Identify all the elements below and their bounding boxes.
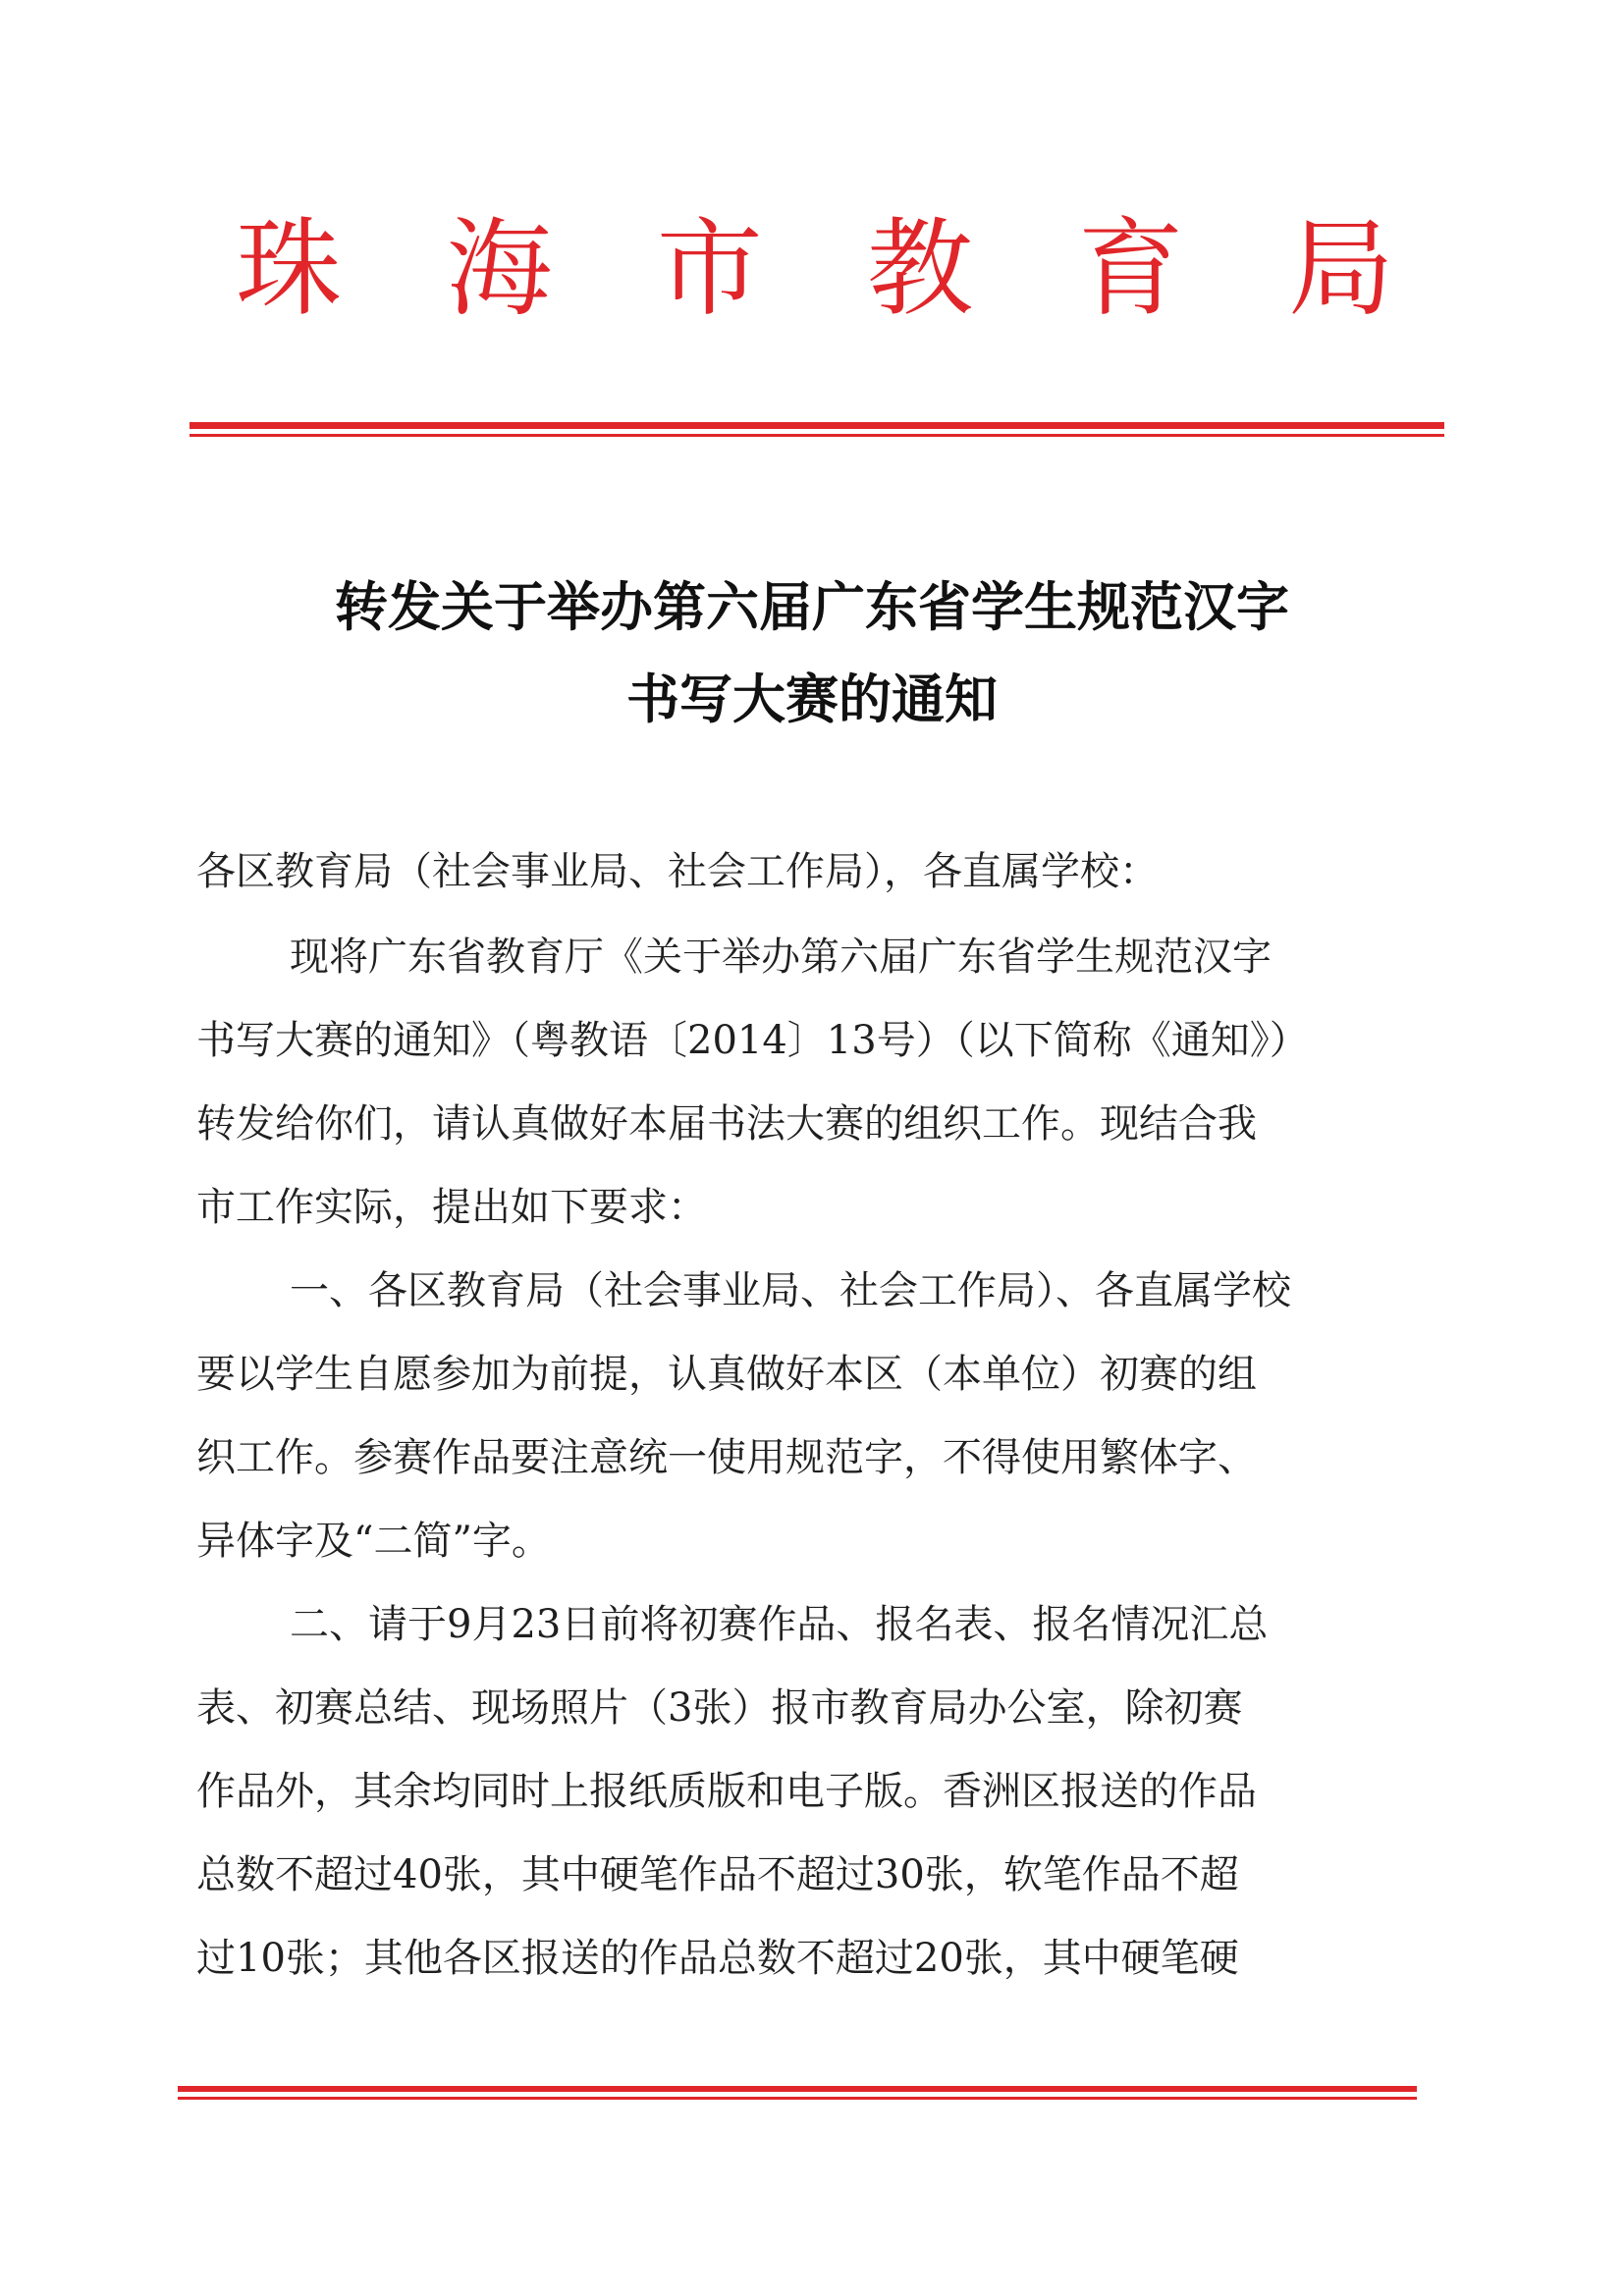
document-title-line-2: 书写大赛的通知	[626, 668, 998, 730]
body-line: 异体字及“二简”字。	[196, 1519, 551, 1564]
body-line: 作品外，其余均同时上报纸质版和电子版。香洲区报送的作品	[196, 1769, 1257, 1814]
agency-char: 海	[446, 208, 553, 331]
body-line: 现将广东省教育厅《关于举办第六届广东省学生规范汉字	[290, 934, 1272, 980]
agency-char: 局	[1287, 208, 1394, 331]
agency-char: 珠	[236, 208, 343, 331]
document-title-line-1: 转发关于举办第六届广东省学生规范汉字	[335, 576, 1289, 638]
body-line: 一、各区教育局（社会事业局、社会工作局）、各直属学校	[290, 1268, 1291, 1313]
body-line: 书写大赛的通知》（粤教语〔2014〕13号）（以下简称《通知》）	[196, 1018, 1309, 1063]
header-red-rule	[189, 422, 1444, 442]
agency-char: 教	[867, 208, 974, 331]
body-line: 二、请于9月23日前将初赛作品、报名表、报名情况汇总	[290, 1602, 1269, 1647]
rule-thick-line	[189, 422, 1444, 429]
agency-header	[236, 196, 1394, 344]
body-line: 总数不超过40张，其中硬笔作品不超过30张，软笔作品不超	[196, 1852, 1239, 1897]
body-line: 过10张；其他各区报送的作品总数不超过20张，其中硬笔硬	[196, 1936, 1239, 1981]
body-line: 表、初赛总结、现场照片（3张）报市教育局办公室，除初赛	[196, 1685, 1243, 1731]
body-line: 织工作。参赛作品要注意统一使用规范字，不得使用繁体字、	[196, 1435, 1257, 1480]
body-line: 市工作实际，提出如下要求：	[196, 1185, 707, 1230]
salutation: 各区教育局（社会事业局、社会工作局），各直属学校：	[196, 849, 1159, 894]
body-line: 转发给你们，请认真做好本届书法大赛的组织工作。现结合我	[196, 1101, 1257, 1147]
agency-char: 市	[656, 208, 763, 331]
body-line: 要以学生自愿参加为前提，认真做好本区（本单位）初赛的组	[196, 1352, 1257, 1397]
rule-thin-line	[189, 434, 1444, 437]
agency-char: 育	[1077, 208, 1184, 331]
rule-thin-line	[178, 2097, 1417, 2100]
rule-thick-line	[178, 2086, 1417, 2092]
footer-red-rule	[178, 2086, 1417, 2106]
